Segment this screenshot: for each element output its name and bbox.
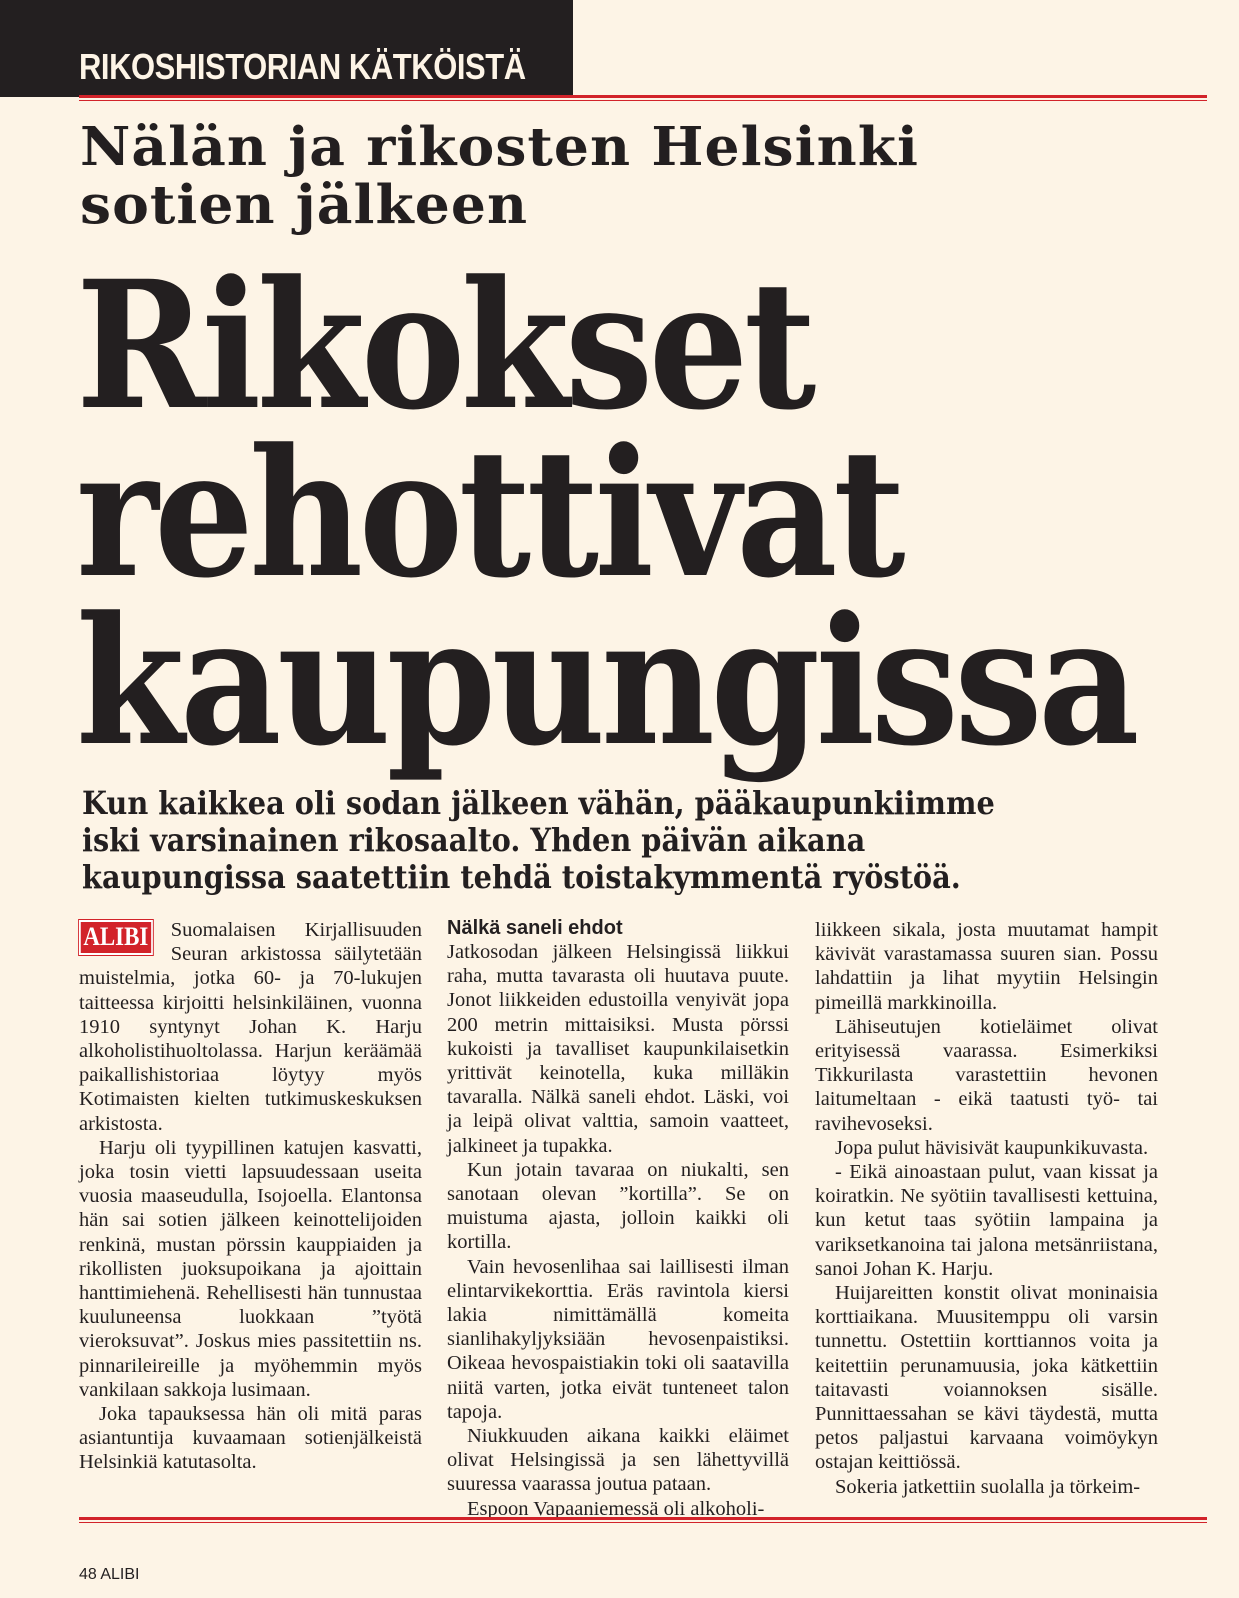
paragraph: Lähiseutujen kotieläimet olivat erityisessä vaarassa. Esimerkiksi Tikkurilasta varastettiin hevonen laitumeltaan - eikä taatusti työ- tai ravihevoseksi. — [815, 1015, 1158, 1135]
subtitle — [80, 118, 919, 234]
section-heading: Nälkä saneli ehdot — [447, 917, 623, 939]
section-kicker: RIKOSHISTORIAN KÄTKÖISTÄ — [79, 46, 526, 87]
subtitle-line: sotien jälkeen — [80, 174, 529, 236]
headline-line: kaupungissa — [76, 578, 1136, 785]
headline-line: Rikokset — [76, 242, 812, 449]
lede-line: kaupungissa saatettiin tehdä toistakymmentä ryöstöä. — [82, 858, 961, 896]
headline-line: rehottivat — [76, 410, 902, 617]
paragraph: Harju oli tyypillinen katujen kasvatti, joka tosin vietti lapsuudessaan useita vuosia maaseudulla, Isojoella. Elantonsa hän sai sotien jälkeen keinottelijoiden renkinä, mustan pörssin kauppiaiden ja rikollisten juoksupoikana ja ajoittain hanttimiehenä. Rehellisesti hän tunnustaa kuuluneensa luokkaan ”työtä vieroksuvat”. Joskus mies passitettiin ns. pinnarileireille ja myöhemmin myös vankilaan sakkoja lusimaan. — [79, 1136, 422, 1401]
paragraph: Kun jotain tavaraa on niukalti, sen sanotaan olevan ”kortilla”. Se on muistuma ajasta, jolloin kaikki oli kortilla. — [447, 1158, 789, 1254]
paragraph: Jatkosodan jälkeen Helsingissä liikkui raha, mutta tavarasta oli huutava puute. Jonot liikkeiden edustoilla venyivät jopa 200 metrin mittaisiksi. Musta pörssi kukoisti ja tavalliset kaupunkilaisetkin yrittivät keinotella, kuka milläkin tavaralla. Nälkä saneli ehdot. Läski, voi ja leipä olivat valttia, samoin vaatteet, jalkineet ja tupakka. — [447, 941, 789, 1157]
headline — [76, 242, 1136, 785]
lede-line: Kun kaikkea oli sodan jälkeen vähän, pääkaupunkiimme — [82, 784, 995, 822]
paragraph: Sokeria jatkettiin suolalla ja törkeim- — [835, 1475, 1141, 1498]
lede — [82, 785, 995, 896]
paragraph: Joka tapauksessa hän oli mitä paras asiantuntija kuvaamaan sotienjälkeistä Helsinkiä katutasolta. — [79, 1403, 422, 1474]
article-column-2 — [447, 918, 789, 1521]
paragraph: Jopa pulut hävisivät kaupunkikuvasta. — [835, 1136, 1149, 1159]
paragraph: Vain hevosenlihaa sai laillisesti ilman elintarvikekorttia. Eräs ravintola kiersi lakia nimittämällä komeita sianlihakyljyksiään hevosenpaistiksi. Oikeaa hevospaistiakin toki oli saatavilla niitä varten, jotka eivät tunteneet talon tapoja. — [447, 1255, 789, 1423]
lede-line: iski varsinainen rikosaalto. Yhden päivän aikana — [82, 821, 866, 859]
bottom-rule — [79, 1517, 1207, 1523]
paragraph: Suomalaisen Kirjallisuuden Seuran arkistossa säilytetään muistelmia, jotka 60- ja 70-lukujen taitteessa kirjoitti helsinkiläinen, vuonna 1910 syntynyt Johan K. Harju alkoholistihuoltolassa. Harjun keräämää paikallishistoriaa löytyy myös Kotimaisten kielten tutkimuskeskuksen arkistosta. — [79, 919, 422, 1135]
paragraph: liikkeen sikala, josta muutamat hampit kävivät varastamassa suuren sian. Possu lahdattiin ja lihat myytiin Helsingin pimeillä markkinoilla. — [815, 919, 1158, 1014]
article-column-3 — [815, 918, 1158, 1499]
paragraph: Huijareitten konstit olivat moninaisia korttiaikana. Muusitemppu oli varsin tunnettu. Ostettiin korttiannos voita ja keitettiin perunamuusia, joka kätkettiin taitavasti voiannoksen sisälle. Punnittaessahan se kävi täydestä, mutta petos paljastui karvaana voimöykyn ostajan keittiössä. — [815, 1282, 1158, 1474]
alibi-logo: ALIBI — [79, 920, 153, 955]
page-folio: 48 ALIBI — [79, 1566, 140, 1583]
paragraph: Niukkuuden aikana kaikki eläimet olivat Helsingissä ja sen lähettyvillä suuressa vaarassa joutua pataan. — [447, 1425, 789, 1496]
top-rule — [79, 95, 1207, 101]
paragraph: Espoon Vapaaniemessä oli alkoholi- — [467, 1497, 765, 1520]
subtitle-line: Nälän ja rikosten Helsinki — [80, 116, 919, 178]
paragraph: - Eikä ainoastaan pulut, vaan kissat ja koiratkin. Ne syötiin tavallisesti kettuina, kun ketut taas syötiin lampaina ja variksetkanoina tai jalona metsänriistana, sanoi Johan K. Harju. — [815, 1161, 1158, 1280]
article-column-1 — [79, 918, 422, 1475]
